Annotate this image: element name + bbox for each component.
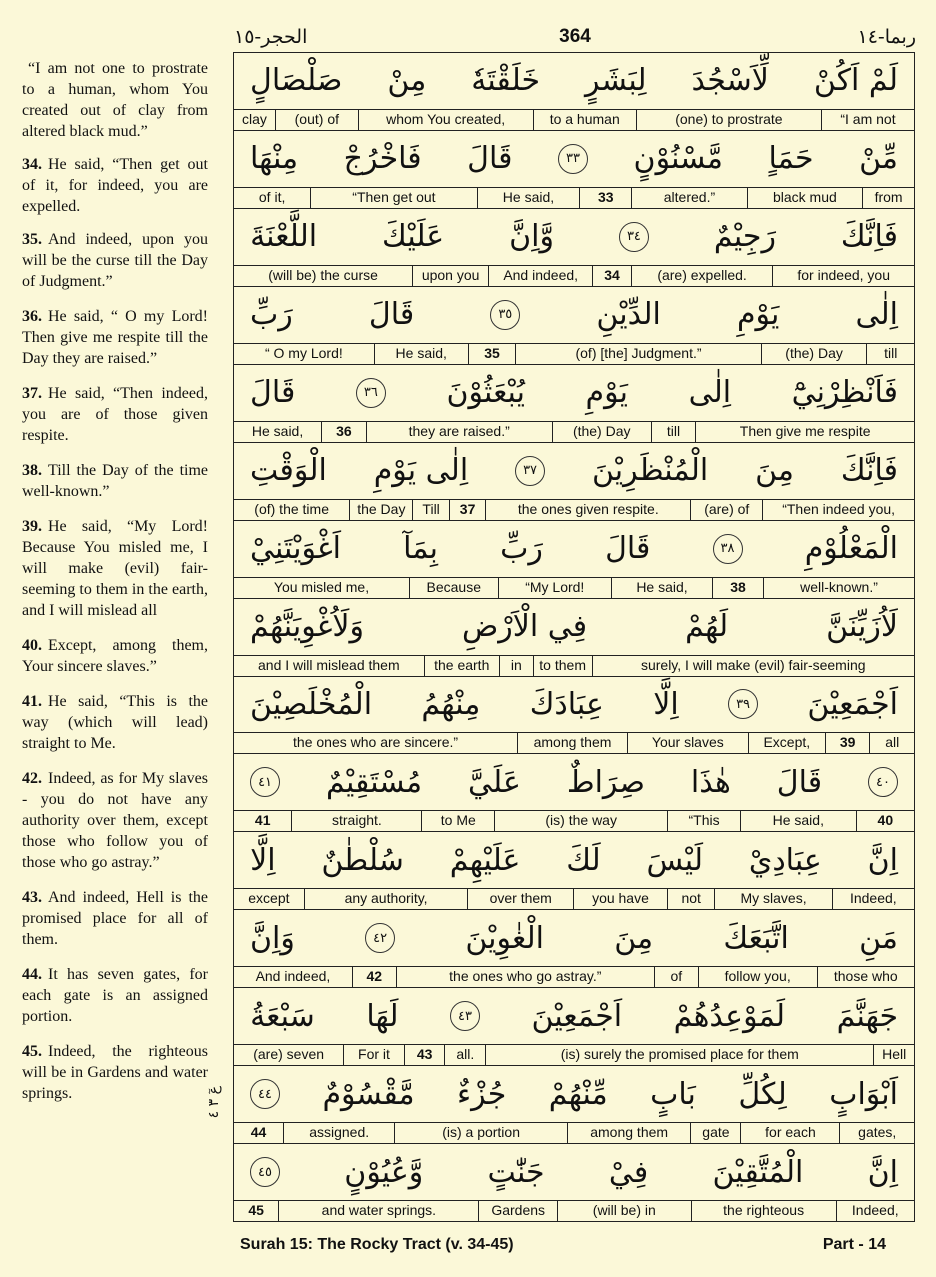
arabic-word: مَّقْسُوْمٌ <box>322 1076 415 1112</box>
english-word-cell: “Then indeed you, <box>762 500 914 520</box>
grid-row <box>234 287 914 365</box>
english-word-cell: for indeed, you <box>772 266 914 286</box>
verse-text: He said, “Then indeed, you are of those given respite. <box>22 385 208 444</box>
grid-row <box>234 131 914 209</box>
english-word-cell: gate <box>690 1123 740 1143</box>
english-word-cell: altered.” <box>631 188 746 208</box>
verse-text: It has seven gates, for each gate is an assigned portion. <box>22 966 208 1025</box>
english-word-cell: the earth <box>424 656 499 676</box>
arabic-word: الدِّيْنِ <box>596 297 661 333</box>
verse-text: He said, “ O my Lord! Then give me respite till the Day they are raised.” <box>22 308 208 367</box>
english-word-cell: (of) the time <box>254 500 329 517</box>
arabic-word: مِنَ <box>755 453 794 489</box>
english-word-cell: He said, <box>477 188 580 208</box>
arabic-word: مِّنْ <box>859 141 898 177</box>
grid-row <box>234 1066 914 1144</box>
english-word-cell: (will be) the curse <box>268 266 378 283</box>
english-word-cell: “My Lord! <box>498 578 612 598</box>
grid-row <box>234 209 914 287</box>
english-word-cell: the ones who are sincere.” <box>293 734 459 751</box>
english-word-cell: surely, I will make (evil) fair-seeming <box>592 656 915 676</box>
english-word-row <box>234 810 914 831</box>
english-word-row <box>234 265 914 286</box>
arabic-word: مِنْ <box>387 63 427 99</box>
arabic-line <box>234 832 914 888</box>
arabic-word: رَبِّ <box>500 531 543 567</box>
english-word-cell: Your slaves <box>627 733 748 753</box>
arabic-word: عَلَيْهِمْ <box>449 842 521 878</box>
english-word-cell: “Then get out <box>310 188 476 208</box>
english-word-row <box>234 732 914 753</box>
verse-number: 45. <box>22 1043 42 1060</box>
surah-footer-label: Surah 15: The Rocky Tract (v. 34-45) <box>240 1236 514 1253</box>
word-by-word-grid <box>233 52 915 1222</box>
arabic-word: عَلَيْكَ <box>382 219 445 255</box>
arabic-word: الْغٰوِيْنَ <box>465 920 544 956</box>
grid-row <box>234 521 914 599</box>
english-word-cell: He said, <box>740 811 856 831</box>
english-word-cell: all <box>869 733 914 753</box>
english-word-row <box>234 343 914 364</box>
arabic-word: مُسْتَقِيْمٌ <box>326 764 423 800</box>
verse-number-cell: 42 <box>352 967 396 987</box>
page-header <box>234 24 916 54</box>
verse-number-cell: 38 <box>712 578 763 598</box>
verse-number: 39. <box>22 518 42 535</box>
english-word-cell: to Me <box>421 811 494 831</box>
arabic-line <box>234 988 914 1044</box>
translation-verse <box>22 1041 208 1104</box>
translation-verse <box>22 460 208 502</box>
verse-number-cell: 45 <box>248 1202 264 1219</box>
verse-number-cell: 40 <box>856 811 914 831</box>
verse-number: 43. <box>22 889 42 906</box>
arabic-line <box>234 1066 914 1122</box>
translation-verse <box>22 635 208 677</box>
english-word-row <box>234 421 914 442</box>
arabic-word: اِلَّا <box>250 842 276 878</box>
english-word-cell: the righteous <box>691 1201 836 1221</box>
arabic-word: عِبَادَكَ <box>529 686 604 722</box>
english-word-row <box>234 499 914 520</box>
arabic-word: الْمَعْلُوْمِ <box>804 531 898 567</box>
verse-number: 41. <box>22 693 42 710</box>
grid-row <box>234 599 914 677</box>
verse-end-marker: ٤٤ <box>250 1079 280 1109</box>
verse-number: 40. <box>22 637 42 654</box>
arabic-word: قَالَ <box>467 141 513 177</box>
part-footer-label: Part - 14 <box>822 1236 886 1253</box>
grid-row <box>234 988 914 1066</box>
verse-text: Indeed, the righteous will be in Gardens and water springs. <box>22 1043 208 1102</box>
arabic-word: قَالَ <box>776 764 823 800</box>
english-word-cell: And indeed, <box>255 968 331 985</box>
english-word-cell: He said, <box>251 422 304 439</box>
english-word-cell: Till <box>412 500 448 520</box>
arabic-word: يُبْعَثُوْنَ <box>446 375 525 411</box>
page-footer <box>240 1236 886 1260</box>
verse-number-cell: 33 <box>579 188 631 208</box>
english-word-cell: “This <box>667 811 740 831</box>
english-word-cell: among them <box>517 733 627 753</box>
arabic-line <box>234 209 914 265</box>
ruku-mark: عٓ ٣ ٤ <box>206 1086 222 1119</box>
english-word-cell: He said, <box>374 344 468 364</box>
english-word-cell: the ones who go astray.” <box>396 967 654 987</box>
arabic-word: لَاُزَيِّنَنَّ <box>826 609 898 645</box>
arabic-word: لَمَوْعِدُهُمْ <box>673 998 786 1034</box>
arabic-word: لِبَشَرٍ <box>585 63 647 99</box>
arabic-word: بَابٍ <box>650 1076 696 1112</box>
english-word-row <box>234 1122 914 1143</box>
surah-header-label: الحجر-١٥ <box>234 26 308 48</box>
verse-number: 36. <box>22 308 42 325</box>
verse-number: 35. <box>22 231 42 248</box>
arabic-line <box>234 287 914 343</box>
english-word-cell: Then give me respite <box>695 422 914 442</box>
arabic-word: اِلٰى يَوْمِ <box>373 453 469 489</box>
verse-text: He said, “My Lord! Because You misled me, I will make (evil) fair-seeming to them in the earth, and I will mislead all <box>22 518 208 619</box>
arabic-word: مَنِ <box>859 920 898 956</box>
english-word-cell: of <box>654 967 698 987</box>
arabic-word: سَبْعَةُ <box>250 998 315 1034</box>
english-word-cell: (is) the way <box>494 811 667 831</box>
verse-end-marker: ٤٢ <box>365 923 395 953</box>
page-number: 364 <box>559 26 591 47</box>
arabic-word: حَمَاٍ <box>768 141 814 177</box>
english-word-cell: For it <box>343 1045 404 1065</box>
arabic-word: فَاخْرُجْ <box>343 141 422 177</box>
english-word-cell: My slaves, <box>714 889 831 909</box>
arabic-word: اِنَّ <box>867 842 898 878</box>
english-word-cell: “I am not <box>821 110 914 130</box>
arabic-word: يَوْمِ <box>736 297 780 333</box>
arabic-word: اتَّبَعَكَ <box>723 920 789 956</box>
arabic-word: صِرَاطٌ <box>566 764 645 800</box>
english-word-cell: to a human <box>533 110 636 130</box>
arabic-word: وَاِنَّ <box>250 920 295 956</box>
english-word-cell: and I will mislead them <box>258 656 400 673</box>
arabic-word: الْمُخْلَصِيْنَ <box>250 686 373 722</box>
arabic-line <box>234 365 914 421</box>
english-word-cell: He said, <box>611 578 712 598</box>
verse-number-cell: 41 <box>254 812 271 829</box>
juz-header-label: ربما-١٤ <box>857 26 916 48</box>
arabic-word: الْوَقْتِ <box>250 453 327 489</box>
verse-number-cell: 36 <box>321 422 366 442</box>
verse-text: Indeed, as for My slaves - you do not have any authority over them, except those who follow you of those who go astray.” <box>22 770 208 871</box>
verse-end-marker: ٤١ <box>250 767 280 797</box>
verse-number: 38. <box>22 462 42 479</box>
english-word-cell: “ O my Lord! <box>264 344 343 361</box>
english-word-cell: the ones given respite. <box>485 500 690 520</box>
english-word-cell: you have <box>573 889 667 909</box>
arabic-word: لَهَا <box>366 998 399 1034</box>
grid-row <box>234 53 914 131</box>
arabic-word: فَاَنْظِرْنِيْٓ <box>791 375 898 411</box>
arabic-word: الْمُنْظَرِيْنَ <box>591 453 709 489</box>
verse-end-marker: ٣٨ <box>713 534 743 564</box>
arabic-line <box>234 1144 914 1200</box>
english-word-row <box>234 1044 914 1065</box>
english-word-row <box>234 888 914 909</box>
arabic-word: فَاِنَّكَ <box>840 219 898 255</box>
grid-row <box>234 365 914 443</box>
verse-number-cell: 35 <box>468 344 516 364</box>
arabic-word: لَيْسَ <box>646 842 703 878</box>
verse-end-marker: ٣٩ <box>728 689 758 719</box>
arabic-word: بِمَآ <box>403 531 438 567</box>
arabic-word: فِيْ <box>608 1154 649 1190</box>
english-word-row <box>234 655 914 676</box>
verse-text: And indeed, upon you will be the curse till the Day of Judgment.” <box>22 231 208 290</box>
english-word-cell: (are) expelled. <box>631 266 773 286</box>
arabic-word: يَوْمِ <box>585 375 628 411</box>
arabic-word: وَّاِنَّ <box>509 219 554 255</box>
english-word-cell: (the) Day <box>552 422 651 442</box>
grid-row <box>234 754 914 832</box>
english-word-cell: over them <box>467 889 573 909</box>
arabic-word: اَبْوَابٍ <box>829 1076 898 1112</box>
arabic-line <box>234 677 914 733</box>
arabic-word: رَجِيْمٌ <box>713 219 776 255</box>
english-word-row <box>234 187 914 208</box>
verse-text: He said, “This is the way (which will lead) straight to Me. <box>22 693 208 752</box>
verse-text: “I am not one to prostrate to a human, whom You created out of clay from altered black mud.” <box>22 60 208 140</box>
arabic-word: اِلٰى <box>688 375 732 411</box>
arabic-word: اِلَّا <box>653 686 679 722</box>
english-word-cell: any authority, <box>304 889 468 909</box>
translation-verse <box>22 229 208 292</box>
translation-verse <box>22 383 208 446</box>
arabic-line <box>234 443 914 499</box>
arabic-word: سُلْطٰنٌ <box>321 842 404 878</box>
english-word-cell: in <box>499 656 533 676</box>
english-word-cell: till <box>651 422 696 442</box>
english-word-cell: follow you, <box>698 967 817 987</box>
translation-verse <box>22 154 208 217</box>
verse-number-cell: 43 <box>404 1045 445 1065</box>
english-word-cell: gates, <box>839 1123 914 1143</box>
verse-text: He said, “Then get out of it, for indeed, you are expelled. <box>22 156 208 215</box>
english-word-cell: Gardens <box>478 1201 556 1221</box>
english-word-cell: till <box>866 344 914 364</box>
verse-number-cell: 34 <box>592 266 631 286</box>
english-word-cell: Because <box>409 578 498 598</box>
english-word-cell: to them <box>533 656 592 676</box>
english-word-cell: among them <box>567 1123 691 1143</box>
arabic-word: اَجْمَعِيْنَ <box>807 686 898 722</box>
arabic-word: قَالَ <box>250 375 296 411</box>
arabic-word: فِي الْاَرْضِ <box>462 609 588 645</box>
arabic-word: لَهُمْ <box>685 609 729 645</box>
verse-end-marker: ٤٠ <box>868 767 898 797</box>
english-word-row <box>234 577 914 598</box>
verse-number: 42. <box>22 770 42 787</box>
arabic-word: رَبِّ <box>250 297 293 333</box>
english-word-cell: clay <box>242 110 267 127</box>
english-word-cell: not <box>667 889 714 909</box>
arabic-line <box>234 53 914 109</box>
translation-verse <box>22 887 208 950</box>
english-word-cell: And indeed, <box>488 266 592 286</box>
english-word-cell: (will be) in <box>557 1201 691 1221</box>
english-word-cell: upon you <box>412 266 488 286</box>
arabic-word: لَكَ <box>566 842 601 878</box>
verse-number: 44. <box>22 966 42 983</box>
english-word-cell: (are) seven <box>253 1046 325 1063</box>
english-word-cell: whom You created, <box>358 110 533 130</box>
english-word-cell: those who <box>817 967 914 987</box>
english-word-row <box>234 966 914 987</box>
verse-number: 37. <box>22 385 42 402</box>
arabic-word: اِنَّ <box>867 1154 898 1190</box>
translation-verse <box>22 768 208 873</box>
english-word-cell: the Day <box>349 500 412 520</box>
verse-number: 34. <box>22 156 42 173</box>
english-word-cell: (out) of <box>275 110 358 130</box>
arabic-word: صَلْصَالٍ <box>250 63 343 99</box>
arabic-word: مِنَ <box>614 920 654 956</box>
verse-end-marker: ٣٥ <box>490 300 520 330</box>
arabic-word: اِلٰى <box>855 297 898 333</box>
english-word-cell: Indeed, <box>836 1201 914 1221</box>
verse-end-marker: ٣٤ <box>619 222 649 252</box>
arabic-word: جَنّٰتٍ <box>487 1154 545 1190</box>
english-word-row <box>234 1200 914 1221</box>
english-word-cell: from <box>862 188 914 208</box>
translation-verse <box>22 306 208 369</box>
arabic-line <box>234 599 914 655</box>
arabic-word: اللَّعْنَةَ <box>250 219 318 255</box>
grid-row <box>234 1144 914 1221</box>
english-word-cell: (is) surely the promised place for them <box>485 1045 873 1065</box>
translation-column <box>0 58 222 1118</box>
arabic-word: لِّاَسْجُدَ <box>691 63 769 99</box>
arabic-word: مِنْهُمُ <box>421 686 481 722</box>
arabic-word: مِّنْهُمْ <box>548 1076 608 1112</box>
english-word-cell: Indeed, <box>832 889 914 909</box>
arabic-word: لِكُلِّ <box>738 1076 787 1112</box>
english-word-cell: black mud <box>747 188 862 208</box>
english-word-cell: Hell <box>873 1045 914 1065</box>
verse-text: And indeed, Hell is the promised place for all of them. <box>22 889 208 948</box>
arabic-word: لَمْ اَكُنْ <box>813 63 898 99</box>
verse-end-marker: ٤٣ <box>450 1001 480 1031</box>
arabic-word: اَغْوَيْتَنِيْ <box>250 531 341 567</box>
english-word-row <box>234 109 914 130</box>
english-word-cell: straight. <box>291 811 421 831</box>
arabic-line <box>234 521 914 577</box>
arabic-word: الْمُتَّقِيْنَ <box>712 1154 804 1190</box>
arabic-word: قَالَ <box>368 297 415 333</box>
verse-end-marker: ٣٦ <box>356 378 386 408</box>
translation-verse <box>22 516 208 621</box>
english-word-cell: except <box>248 890 290 907</box>
grid-row <box>234 443 914 521</box>
arabic-line <box>234 910 914 966</box>
english-word-cell: and water springs. <box>278 1201 478 1221</box>
verse-end-marker: ٣٧ <box>515 456 545 486</box>
verse-text: Till the Day of the time well-known.” <box>22 462 208 500</box>
english-word-cell: well-known.” <box>763 578 914 598</box>
arabic-word: وَّعُيُوْنٍ <box>344 1154 424 1190</box>
verse-end-marker: ٤٥ <box>250 1157 280 1187</box>
arabic-word: فَاِنَّكَ <box>840 453 898 489</box>
arabic-word: هٰذَا <box>690 764 731 800</box>
grid-row <box>234 910 914 988</box>
arabic-word: وَلَاُغْوِيَنَّهُمْ <box>250 609 364 645</box>
verse-number-cell: 44 <box>250 1124 267 1141</box>
grid-row <box>234 832 914 910</box>
english-word-cell: (of) [the] Judgment.” <box>515 344 760 364</box>
translation-verse <box>22 964 208 1027</box>
english-word-cell: (is) a portion <box>394 1123 567 1143</box>
translation-verse <box>22 58 208 142</box>
verse-number-cell: 39 <box>825 733 870 753</box>
english-word-cell: they are raised.” <box>366 422 552 442</box>
verse-text: Except, among them, Your sincere slaves.” <box>22 637 208 675</box>
english-word-cell: all. <box>444 1045 485 1065</box>
arabic-word: اَجْمَعِيْنَ <box>531 998 623 1034</box>
english-word-cell: You misled me, <box>273 578 370 595</box>
english-word-cell: (the) Day <box>761 344 867 364</box>
english-word-cell: assigned. <box>283 1123 394 1143</box>
verse-number-cell: 37 <box>449 500 485 520</box>
english-word-cell: of it, <box>258 188 286 205</box>
verse-end-marker: ٣٣ <box>558 144 588 174</box>
arabic-word: مَّسْنُوْنٍ <box>633 141 723 177</box>
arabic-word: عَلَيَّ <box>468 764 521 800</box>
arabic-word: جَهَنَّمَ <box>836 998 898 1034</box>
english-word-cell: Except, <box>748 733 825 753</box>
arabic-line <box>234 754 914 810</box>
grid-row <box>234 677 914 755</box>
arabic-line <box>234 131 914 187</box>
arabic-word: مِنْهَا <box>250 141 299 177</box>
translation-verse <box>22 691 208 754</box>
arabic-word: خَلَقْتَهٗ <box>471 63 541 99</box>
arabic-word: عِبَادِيْ <box>748 842 822 878</box>
arabic-word: قَالَ <box>605 531 651 567</box>
english-word-cell: (one) to prostrate <box>636 110 821 130</box>
arabic-word: جُزْءٌ <box>457 1076 507 1112</box>
english-word-cell: for each <box>740 1123 839 1143</box>
english-word-cell: (are) of <box>690 500 762 520</box>
